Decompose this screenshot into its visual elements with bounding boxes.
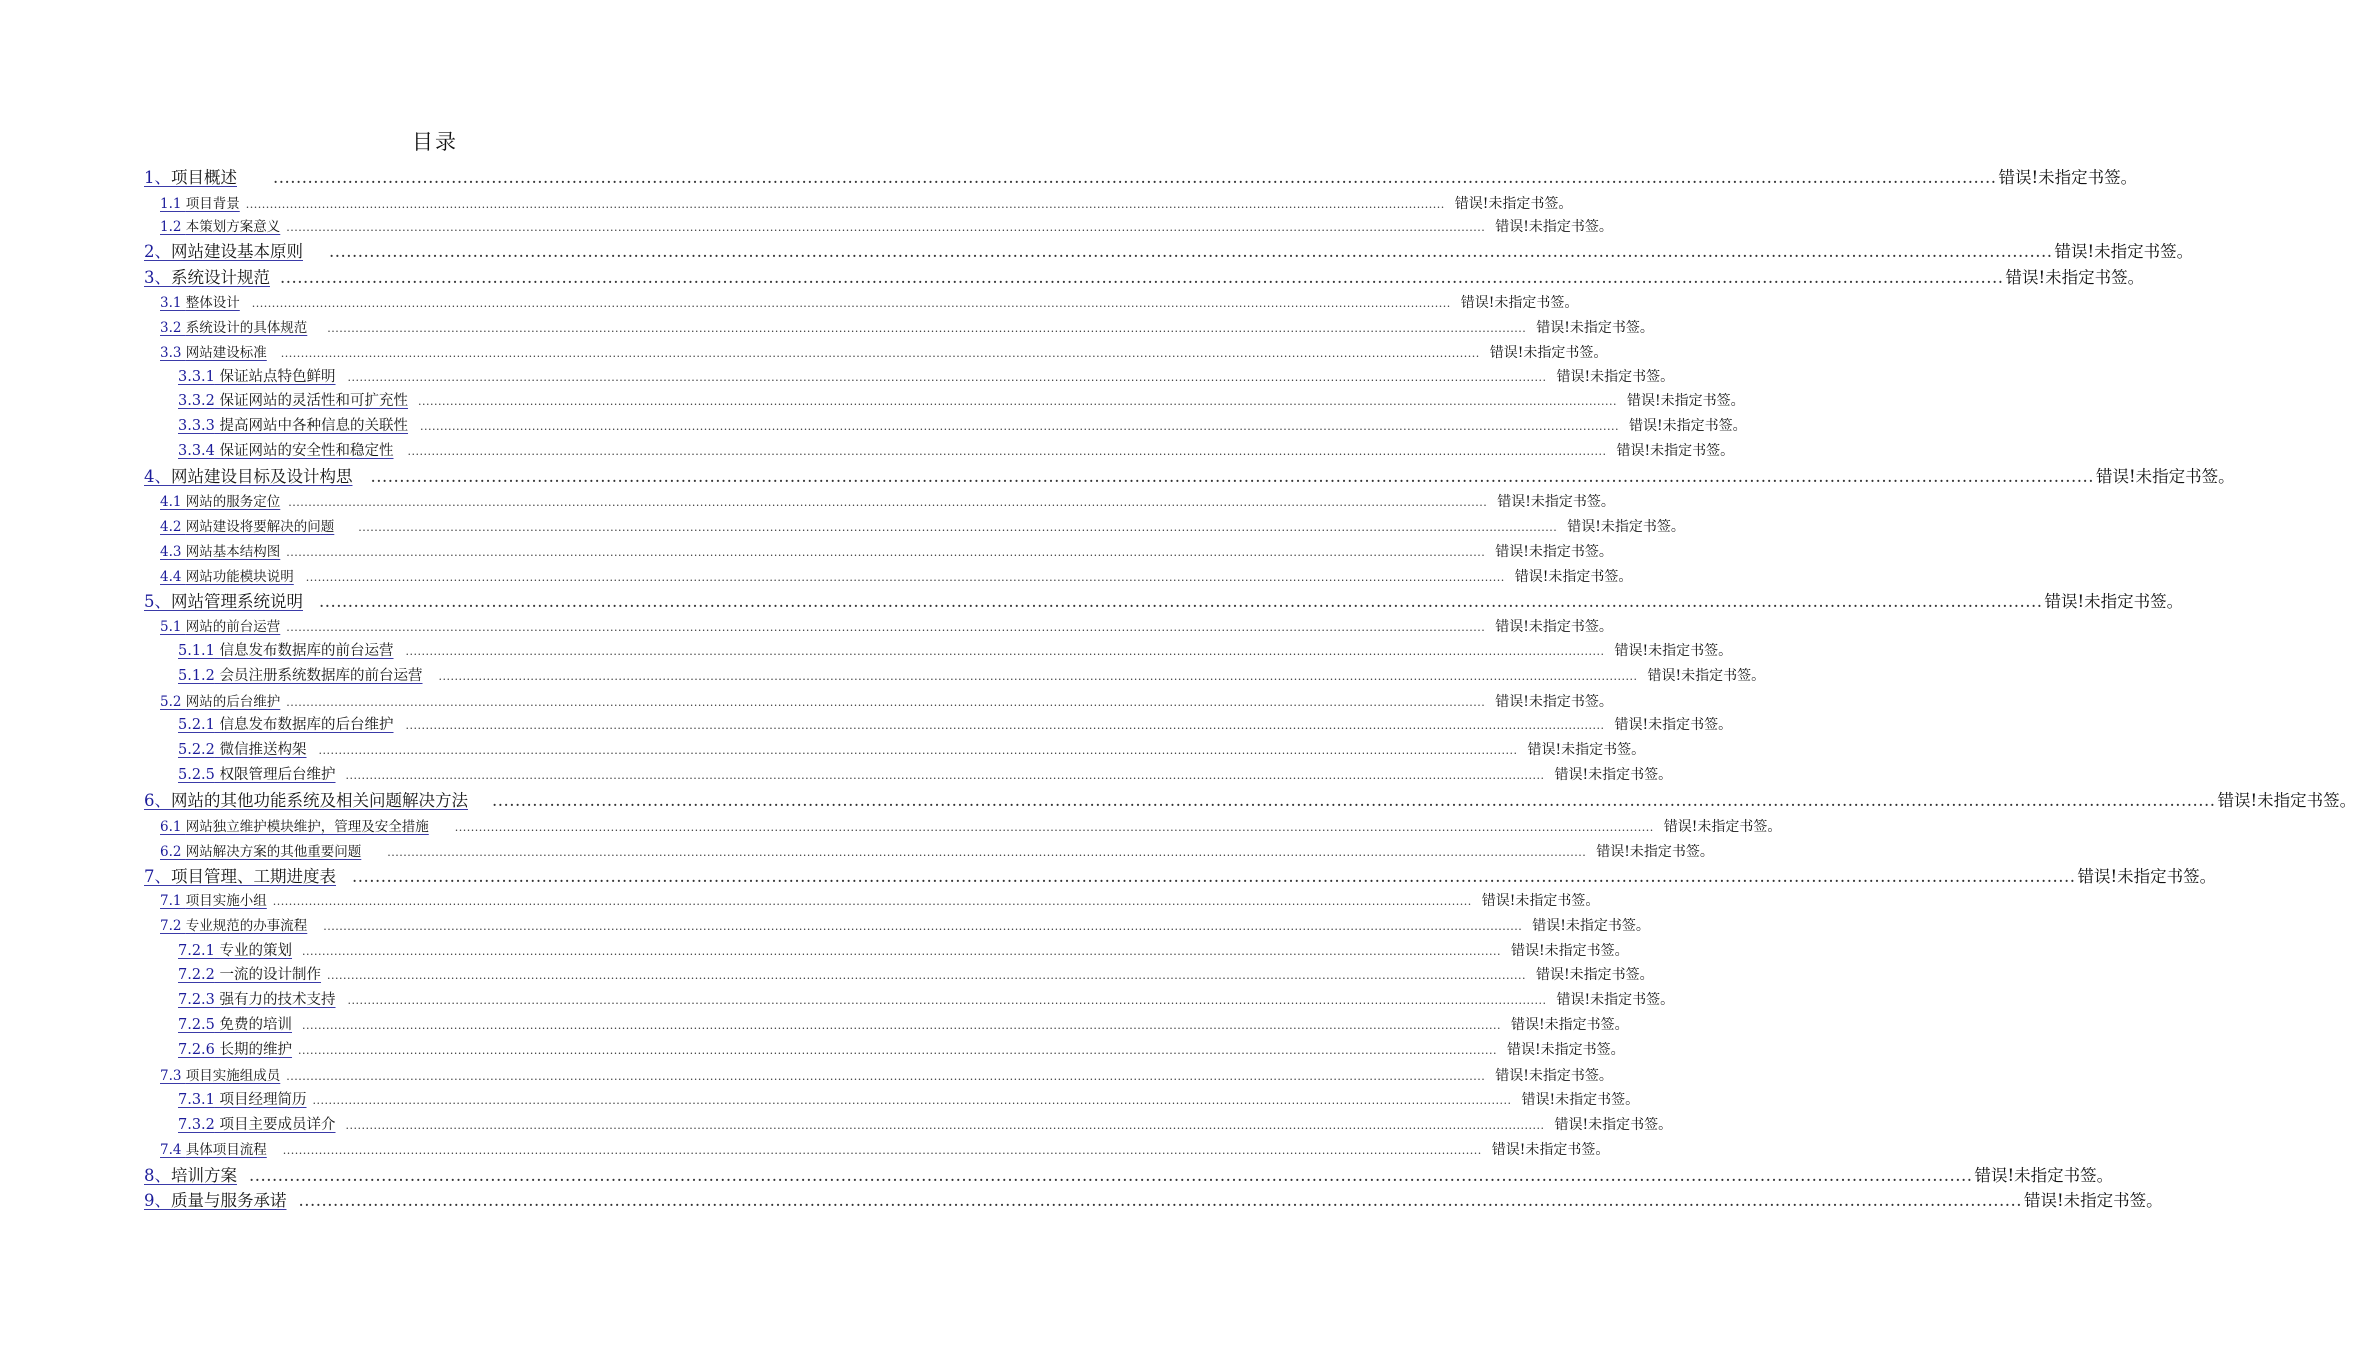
- toc-entry-link[interactable]: [178, 414, 414, 435]
- toc-entry-number: 4.4: [160, 569, 182, 585]
- toc-entry-page: 错误!未指定书签。: [1454, 196, 1573, 212]
- toc-entry-title: 保证网站的安全性和稳定性: [219, 443, 394, 459]
- toc-entry-link[interactable]: [178, 763, 340, 784]
- toc-entry-link[interactable]: [144, 463, 365, 487]
- toc-entry-title: 网站建设目标及设计构思: [171, 467, 353, 486]
- toc-entry[interactable]: [160, 540, 1613, 561]
- toc-entry-title: 整体设计: [185, 295, 240, 311]
- toc-entry-link[interactable]: [178, 365, 342, 386]
- toc-entry-underline-pad: [307, 320, 321, 336]
- toc-entry[interactable]: [160, 1138, 1610, 1159]
- toc-entry-underline-pad: [240, 295, 246, 311]
- toc-entry-title: 网站的前台运营: [185, 619, 281, 635]
- toc-entry[interactable]: [144, 238, 2194, 262]
- toc-entry[interactable]: [160, 515, 1685, 536]
- toc-entry-page: 错误!未指定书签。: [1481, 893, 1600, 909]
- toc-entry-page: 错误!未指定书签。: [1647, 668, 1766, 684]
- toc-entry-link[interactable]: [178, 988, 342, 1009]
- toc-entry-link[interactable]: [160, 840, 381, 860]
- toc-dot-leader: ............................................................................................................................................................................................................................................................................................................: [405, 719, 1605, 732]
- toc-entry-page: 错误!未指定书签。: [1532, 918, 1650, 934]
- toc-entry-number: 3.3.1: [178, 369, 215, 385]
- toc-dot-leader: ............................................................................................................................................................................................................................................................................................................: [286, 621, 1486, 634]
- toc-dot-leader: ............................................................................................................................................................................................................................................................................................................: [302, 1019, 1501, 1032]
- toc-entry-page: 错误!未指定书签。: [1567, 519, 1685, 535]
- toc-entry[interactable]: [144, 787, 2356, 811]
- toc-dot-leader: ............................................................................................................................................................................................................................................................................................................: [323, 920, 1523, 933]
- toc-entry-separator: 、: [154, 242, 171, 261]
- toc-entry[interactable]: [160, 815, 1782, 836]
- toc-entry-title: 网站建设将要解决的问题: [185, 519, 335, 535]
- toc-entry-link[interactable]: [160, 889, 267, 909]
- toc-entry-link[interactable]: [144, 1187, 293, 1211]
- toc-dot-leader: ............................................................................................................................................................................................................................................................................................................: [280, 268, 2004, 287]
- toc-entry[interactable]: [144, 1162, 2114, 1186]
- toc-entry-page: 错误!未指定书签。: [1511, 943, 1629, 959]
- toc-entry[interactable]: [160, 1064, 1613, 1085]
- toc-entry-title: 网站建设基本原则: [171, 242, 303, 261]
- toc-entry-underline-pad: [267, 345, 275, 361]
- toc-entry-page: 错误!未指定书签。: [2005, 268, 2145, 287]
- toc-entry-number: 4.3: [160, 544, 182, 560]
- toc-entry-title: 专业规范的办事流程: [185, 918, 308, 934]
- toc-entry-link[interactable]: [160, 192, 240, 212]
- toc-entry-underline-pad: [303, 592, 313, 611]
- toc-entry-page: 错误!未指定书签。: [1495, 219, 1613, 235]
- toc-entry-underline-pad: [303, 242, 323, 261]
- toc-entry-page: 错误!未指定书签。: [2054, 242, 2194, 261]
- toc-entry-number: 7.2.6: [178, 1042, 215, 1058]
- toc-entry-number: 5.2.5: [178, 767, 215, 783]
- toc-entry-title: 网站功能模块说明: [185, 569, 294, 585]
- toc-entry-page: 错误!未指定书签。: [1527, 742, 1646, 758]
- toc-entry[interactable]: [178, 389, 1745, 410]
- toc-entry-number: 5.2: [160, 694, 182, 710]
- toc-entry-underline-pad: [353, 467, 365, 486]
- toc-entry-title: 专业的策划: [219, 943, 293, 959]
- toc-entry-page: 错误!未指定书签。: [1614, 643, 1733, 659]
- toc-entry-separator: 、: [154, 168, 171, 187]
- toc-dot-leader: ............................................................................................................................................................................................................................................................................................................: [352, 867, 2076, 886]
- toc-entry-underline-pad: [394, 443, 402, 459]
- toc-entry-page: 错误!未指定书签。: [1489, 345, 1608, 361]
- toc-entry-page: 错误!未指定书签。: [1556, 369, 1675, 385]
- toc-entry-page: 错误!未指定书签。: [2095, 467, 2235, 486]
- toc-entry-number: 5.2.2: [178, 742, 215, 758]
- toc-dot-leader: ............................................................................................................................................................................................................................................................................................................: [251, 297, 1451, 310]
- toc-entry-link[interactable]: [178, 713, 400, 734]
- toc-entry-page: 错误!未指定书签。: [1536, 967, 1654, 983]
- toc-dot-leader: ............................................................................................................................................................................................................................................................................................................: [286, 546, 1486, 559]
- toc-entry-title: 网站独立维护模块维护，管理及安全措施: [185, 819, 429, 835]
- toc-entry-title: 网站的其他功能系统及相关问题解决方法: [171, 791, 468, 810]
- toc-entry-page: 错误!未指定书签。: [2023, 1191, 2163, 1210]
- toc-entry-title: 系统设计规范: [171, 268, 270, 287]
- toc-entry-link[interactable]: [178, 1038, 292, 1059]
- toc-dot-leader: ............................................................................................................................................................................................................................................................................................................: [418, 395, 1617, 408]
- toc-entry-link[interactable]: [178, 1113, 340, 1134]
- toc-entry-number: 7: [144, 867, 155, 886]
- toc-entry-link[interactable]: [178, 664, 433, 685]
- toc-dot-leader: ............................................................................................................................................................................................................................................................................................................: [288, 496, 1488, 509]
- toc-entry-number: 7.2.2: [178, 967, 215, 983]
- toc-entry[interactable]: [160, 889, 1600, 910]
- toc-entry-page: 错误!未指定书签。: [1616, 443, 1735, 459]
- toc-entry-number: 1.1: [160, 196, 182, 212]
- toc-entry[interactable]: [160, 490, 1615, 511]
- toc-entry[interactable]: [178, 365, 1675, 386]
- toc-entry-link[interactable]: [144, 264, 274, 288]
- toc-entry-title: 网站的服务定位: [185, 494, 281, 510]
- toc-entry-underline-pad: [408, 393, 412, 409]
- toc-entry-link[interactable]: [160, 341, 275, 361]
- toc-dot-leader: ............................................................................................................................................................................................................................................................................................................: [407, 445, 1607, 458]
- toc-entry-title: 网站解决方案的其他重要问题: [185, 844, 362, 860]
- toc-dot-leader: ............................................................................................................................................................................................................................................................................................................: [387, 846, 1587, 859]
- toc-entry[interactable]: [178, 1013, 1629, 1034]
- toc-entry-number: 3.2: [160, 320, 182, 336]
- toc-entry-underline-pad: [336, 767, 340, 783]
- toc-entry[interactable]: [178, 414, 1747, 435]
- toc-entry-number: 4.1: [160, 494, 182, 510]
- toc-entry-link[interactable]: [178, 1013, 296, 1034]
- toc-dot-leader: ............................................................................................................................................................................................................................................................................................................: [347, 994, 1547, 1007]
- toc-dot-leader: ............................................................................................................................................................................................................................................................................................................: [358, 521, 1558, 534]
- toc-dot-leader: ............................................................................................................................................................................................................................................................................................................: [249, 1166, 1973, 1185]
- toc-dot-leader: ............................................................................................................................................................................................................................................................................................................: [347, 371, 1547, 384]
- toc-dot-leader: ............................................................................................................................................................................................................................................................................................................: [370, 467, 2094, 486]
- toc-entry-title: 提高网站中各种信息的关联性: [219, 418, 409, 434]
- toc-entry-link[interactable]: [144, 238, 323, 262]
- toc-entry-link[interactable]: [178, 939, 296, 960]
- toc-entry-number: 6: [144, 791, 155, 810]
- toc-entry-underline-pad: [270, 268, 274, 287]
- toc-entry-link[interactable]: [178, 639, 400, 660]
- toc-entry-page: 错误!未指定书签。: [1495, 619, 1613, 635]
- toc-entry-underline-pad: [429, 819, 449, 835]
- toc-entry-separator: 、: [154, 1166, 171, 1185]
- toc-entry-number: 2: [144, 242, 155, 261]
- toc-entry-underline-pad: [336, 369, 342, 385]
- toc-dot-leader: ............................................................................................................................................................................................................................................................................................................: [273, 168, 1997, 187]
- toc-entry-underline-pad: [292, 943, 296, 959]
- toc-entry-link[interactable]: [144, 863, 346, 887]
- toc-entry-underline-pad: [307, 742, 313, 758]
- toc-entry-underline-pad: [336, 1117, 340, 1133]
- toc-entry-title: 网站管理系统说明: [171, 592, 303, 611]
- toc-dot-leader: ............................................................................................................................................................................................................................................................................................................: [305, 571, 1505, 584]
- toc-dot-leader: ............................................................................................................................................................................................................................................................................................................: [245, 198, 1445, 211]
- toc-entry-link[interactable]: [178, 738, 313, 759]
- toc-entry-number: 8: [144, 1166, 155, 1185]
- toc-entry-number: 7.2.5: [178, 1017, 215, 1033]
- toc-entry-link[interactable]: [160, 1064, 280, 1084]
- toc-entry[interactable]: [178, 963, 1654, 984]
- toc-entry-title: 项目概述: [171, 168, 237, 187]
- toc-entry-number: 3.3.3: [178, 418, 215, 434]
- toc-entry-underline-pad: [287, 1191, 293, 1210]
- toc-entry[interactable]: [178, 1038, 1625, 1059]
- toc-entry[interactable]: [144, 463, 2235, 487]
- toc-entry-number: 7.4: [160, 1142, 182, 1158]
- toc-entry-number: 6.1: [160, 819, 182, 835]
- toc-entry-link[interactable]: [160, 815, 449, 835]
- toc-entry-underline-pad: [394, 717, 400, 733]
- toc-entry-link[interactable]: [160, 490, 282, 510]
- toc-dot-leader: ............................................................................................................................................................................................................................................................................................................: [272, 895, 1472, 908]
- toc-entry-page: 错误!未指定书签。: [2077, 867, 2217, 886]
- toc-entry-underline-pad: [361, 844, 381, 860]
- toc-entry-link[interactable]: [178, 439, 402, 460]
- toc-entry-title: 强有力的技术支持: [219, 992, 336, 1008]
- toc-entry-number: 4: [144, 467, 155, 486]
- toc-entry-title: 信息发布数据库的后台维护: [219, 717, 394, 733]
- toc-entry-title: 网站建设标准: [185, 345, 267, 361]
- toc-entry-page: 错误!未指定书签。: [1521, 1092, 1640, 1108]
- toc-entry-underline-pad: [237, 1166, 243, 1185]
- toc-entry-underline-pad: [468, 791, 486, 810]
- toc-entry-separator: 、: [154, 467, 171, 486]
- toc-entry-link[interactable]: [160, 316, 321, 336]
- toc-dot-leader: ............................................................................................................................................................................................................................................................................................................: [319, 592, 2043, 611]
- toc-entry-underline-pad: [423, 668, 433, 684]
- toc-entry-link[interactable]: [160, 690, 280, 710]
- toc-entry-number: 5: [144, 592, 155, 611]
- toc-entry-title: 一流的设计制作: [219, 967, 322, 983]
- toc-entry-title: 网站基本结构图: [185, 544, 281, 560]
- toc-entry-page: 错误!未指定书签。: [1491, 1142, 1610, 1158]
- toc-dot-leader: ............................................................................................................................................................................................................................................................................................................: [454, 821, 1654, 834]
- toc-entry-number: 1: [144, 168, 155, 187]
- toc-entry[interactable]: [178, 439, 1735, 460]
- toc-dot-leader: ............................................................................................................................................................................................................................................................................................................: [286, 221, 1486, 234]
- toc-entry-number: 1.2: [160, 219, 182, 235]
- toc-entry-page: 错误!未指定书签。: [1663, 819, 1782, 835]
- toc-entry-number: 5.1.1: [178, 643, 215, 659]
- toc-entry-number: 5.2.1: [178, 717, 215, 733]
- toc-entry-page: 错误!未指定书签。: [1556, 992, 1675, 1008]
- toc-entry-number: 5.1.2: [178, 668, 215, 684]
- toc-entry[interactable]: [160, 291, 1579, 312]
- toc-entry-title: 会员注册系统数据库的前台运营: [219, 668, 423, 684]
- toc-entry-page: 错误!未指定书签。: [1554, 1117, 1673, 1133]
- toc-entry-title: 权限管理后台维护: [219, 767, 336, 783]
- toc-dot-leader: ............................................................................................................................................................................................................................................................................................................: [329, 242, 2053, 261]
- toc-entry-page: 错误!未指定书签。: [1495, 1068, 1613, 1084]
- toc-dot-leader: ............................................................................................................................................................................................................................................................................................................: [318, 744, 1518, 757]
- toc-entry-title: 系统设计的具体规范: [185, 320, 308, 336]
- toc-entry-page: 错误!未指定书签。: [1495, 544, 1613, 560]
- page-title: 目录: [412, 130, 458, 154]
- toc-entry-link[interactable]: [160, 515, 352, 535]
- toc-entry-underline-pad: [334, 519, 352, 535]
- toc-entry-link[interactable]: [178, 963, 321, 984]
- toc-entry-number: 3: [144, 268, 155, 287]
- toc-entry[interactable]: [178, 939, 1629, 960]
- toc-entry-underline-pad: [394, 643, 400, 659]
- toc-entry-page: 错误!未指定书签。: [1554, 767, 1673, 783]
- toc-entry[interactable]: [160, 192, 1573, 213]
- toc-entry-title: 项目管理、工期进度表: [171, 867, 336, 886]
- toc-entry-title: 质量与服务承诺: [171, 1191, 287, 1210]
- toc-entry-link[interactable]: [144, 164, 267, 188]
- toc-dot-leader: ............................................................................................................................................................................................................................................................................................................: [327, 969, 1526, 982]
- toc-entry[interactable]: [144, 863, 2217, 887]
- toc-entry-separator: 、: [154, 791, 171, 810]
- toc-entry-link[interactable]: [160, 291, 246, 311]
- toc-entry[interactable]: [160, 215, 1613, 236]
- toc-dot-leader: ............................................................................................................................................................................................................................................................................................................: [345, 769, 1545, 782]
- toc-entry-title: 本策划方案意义: [185, 219, 281, 235]
- toc-entry-title: 培训方案: [171, 1166, 237, 1185]
- toc-entry-title: 保证站点特色鲜明: [219, 369, 336, 385]
- toc-entry-page: 错误!未指定书签。: [1511, 1017, 1629, 1033]
- toc-entry-underline-pad: [336, 992, 342, 1008]
- toc-entry-separator: 、: [154, 268, 171, 287]
- toc-entry-page: 错误!未指定书签。: [1514, 569, 1633, 585]
- toc-entry-title: 长期的维护: [219, 1042, 293, 1058]
- toc-entry-number: 3.3: [160, 345, 182, 361]
- toc-entry[interactable]: [160, 341, 1608, 362]
- toc-dot-leader: ............................................................................................................................................................................................................................................................................................................: [298, 1191, 2022, 1210]
- toc-entry-title: 项目主要成员详介: [219, 1117, 336, 1133]
- toc-entry-number: 5.1: [160, 619, 182, 635]
- toc-entry-link[interactable]: [144, 1162, 243, 1186]
- toc-dot-leader: ............................................................................................................................................................................................................................................................................................................: [298, 1044, 1497, 1057]
- toc-entry-underline-pad: [292, 1017, 296, 1033]
- toc-entry-separator: 、: [154, 867, 171, 886]
- toc-entry[interactable]: [178, 763, 1673, 784]
- toc-entry-underline-pad: [280, 494, 282, 510]
- toc-entry-underline-pad: [267, 1142, 277, 1158]
- toc-entry[interactable]: [178, 713, 1733, 734]
- toc-entry-title: 网站的后台维护: [185, 694, 281, 710]
- toc-entry-link[interactable]: [160, 540, 280, 560]
- toc-entry-underline-pad: [307, 918, 317, 934]
- toc-entry-number: 3.3.2: [178, 393, 215, 409]
- toc-entry-link[interactable]: [160, 215, 280, 235]
- toc-entry-link[interactable]: [160, 615, 280, 635]
- toc-entry-number: 7.1: [160, 893, 182, 909]
- toc-entry-page: 错误!未指定书签。: [1507, 1042, 1625, 1058]
- toc-entry[interactable]: [178, 1113, 1673, 1134]
- toc-dot-leader: ............................................................................................................................................................................................................................................................................................................: [327, 322, 1527, 335]
- toc-entry-page: 错误!未指定书签。: [1497, 494, 1615, 510]
- toc-entry-number: 3.1: [160, 295, 182, 311]
- toc-entry-title: 项目实施小组: [185, 893, 267, 909]
- toc-entry-separator: 、: [154, 1191, 171, 1210]
- toc-dot-leader: ............................................................................................................................................................................................................................................................................................................: [345, 1119, 1545, 1132]
- toc-dot-leader: ............................................................................................................................................................................................................................................................................................................: [286, 696, 1486, 709]
- toc-entry-page: 错误!未指定书签。: [1614, 717, 1733, 733]
- toc-entry-title: 免费的培训: [219, 1017, 293, 1033]
- toc-entry-number: 7.3.1: [178, 1092, 215, 1108]
- toc-dot-leader: ............................................................................................................................................................................................................................................................................................................: [302, 945, 1501, 958]
- toc-entry-number: 9: [144, 1191, 155, 1210]
- toc-entry[interactable]: [144, 1187, 2163, 1211]
- toc-entry-number: 3.3.4: [178, 443, 215, 459]
- toc-entry[interactable]: [160, 840, 1714, 861]
- toc-entry-title: 项目实施组成员: [185, 1068, 281, 1084]
- toc-entry-number: 7.2.1: [178, 943, 215, 959]
- toc-entry-page: 错误!未指定书签。: [1998, 168, 2138, 187]
- toc-entry[interactable]: [178, 639, 1733, 660]
- toc-dot-leader: ............................................................................................................................................................................................................................................................................................................: [492, 791, 2216, 810]
- toc-entry-title: 项目背景: [185, 196, 240, 212]
- toc-entry-separator: 、: [154, 592, 171, 611]
- toc-entry-link[interactable]: [160, 1138, 277, 1158]
- toc-entry-title: 项目经理简历: [219, 1092, 307, 1108]
- toc-entry-title: 信息发布数据库的前台运营: [219, 643, 394, 659]
- toc-entry-title: 微信推送构架: [219, 742, 307, 758]
- toc-entry[interactable]: [160, 690, 1613, 711]
- toc-entry-link[interactable]: [144, 787, 486, 811]
- toc-entry-link[interactable]: [160, 914, 317, 934]
- toc-entry-number: 4.2: [160, 519, 182, 535]
- toc-entry[interactable]: [160, 615, 1613, 636]
- toc-entry-underline-pad: [408, 418, 414, 434]
- toc-entry-title: 保证网站的灵活性和可扩充性: [219, 393, 409, 409]
- toc-entry[interactable]: [144, 164, 2138, 188]
- toc-entry[interactable]: [178, 988, 1675, 1009]
- toc-dot-leader: ............................................................................................................................................................................................................................................................................................................: [438, 670, 1638, 683]
- toc-dot-leader: ............................................................................................................................................................................................................................................................................................................: [420, 420, 1619, 433]
- toc-entry-number: 7.2.3: [178, 992, 215, 1008]
- toc-entry[interactable]: [160, 316, 1654, 337]
- toc-entry-underline-pad: [336, 867, 346, 886]
- toc-entry-page: 错误!未指定书签。: [1460, 295, 1579, 311]
- toc-entry-number: 7.3: [160, 1068, 182, 1084]
- toc-entry[interactable]: [178, 664, 1766, 685]
- toc-entry-page: 错误!未指定书签。: [1536, 320, 1654, 336]
- toc-dot-leader: ............................................................................................................................................................................................................................................................................................................: [282, 1144, 1482, 1157]
- toc-entry-number: 6.2: [160, 844, 182, 860]
- toc-dot-leader: ............................................................................................................................................................................................................................................................................................................: [280, 347, 1480, 360]
- toc-entry-link[interactable]: [178, 1088, 307, 1109]
- toc-entry[interactable]: [144, 264, 2145, 288]
- toc-entry-page: 错误!未指定书签。: [2044, 592, 2184, 611]
- toc-entry-link[interactable]: [144, 588, 313, 612]
- toc-dot-leader: ............................................................................................................................................................................................................................................................................................................: [312, 1094, 1512, 1107]
- toc-entry[interactable]: [178, 738, 1646, 759]
- toc-entry-page: 错误!未指定书签。: [1629, 418, 1747, 434]
- toc-entry-underline-pad: [294, 569, 300, 585]
- toc-entry-number: 7.3.2: [178, 1117, 215, 1133]
- toc-entry[interactable]: [160, 565, 1633, 586]
- toc-entry[interactable]: [160, 914, 1650, 935]
- toc-entry[interactable]: [178, 1088, 1640, 1109]
- toc-dot-leader: ............................................................................................................................................................................................................................................................................................................: [405, 645, 1605, 658]
- toc-entry-page: 错误!未指定书签。: [1596, 844, 1714, 860]
- toc-entry-title: 具体项目流程: [185, 1142, 267, 1158]
- toc-entry[interactable]: [144, 588, 2184, 612]
- toc-entry-page: 错误!未指定书签。: [2217, 791, 2356, 810]
- toc-entry-page: 错误!未指定书签。: [1627, 393, 1745, 409]
- toc-dot-leader: ............................................................................................................................................................................................................................................................................................................: [286, 1070, 1486, 1083]
- toc-entry-link[interactable]: [160, 565, 300, 585]
- toc-entry-link[interactable]: [178, 389, 412, 410]
- toc-entry-number: 7.2: [160, 918, 182, 934]
- toc-entry-page: 错误!未指定书签。: [1974, 1166, 2114, 1185]
- toc-entry-underline-pad: [237, 168, 267, 187]
- toc-entry-page: 错误!未指定书签。: [1495, 694, 1613, 710]
